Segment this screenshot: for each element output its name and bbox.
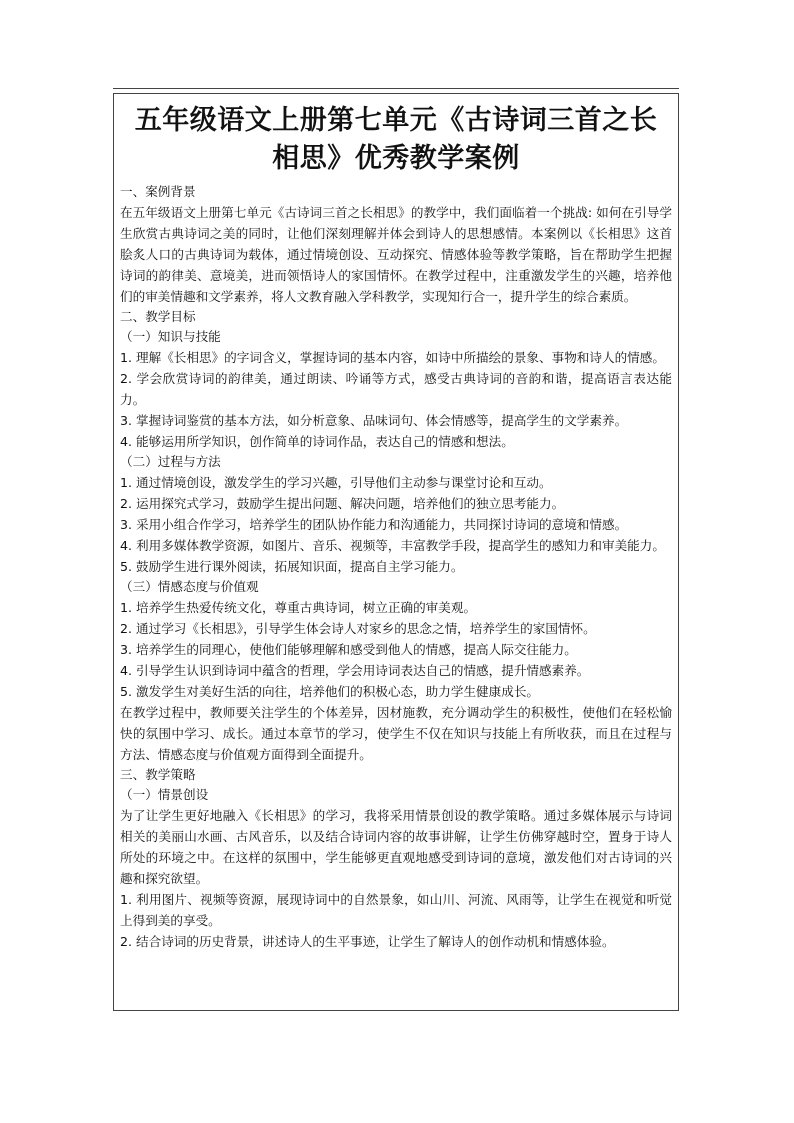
section-heading-objectives: 二、教学目标 [120, 309, 196, 324]
list-item: 4. 引导学生认识到诗词中蕴含的哲理，学会用诗词表达自己的情感，提升情感素养。 [120, 663, 590, 678]
subheading-process-methods: （二）过程与方法 [120, 454, 221, 469]
document-body [114, 94, 678, 952]
subheading-scenario-creation: （一）情景创设 [120, 787, 209, 802]
objectives-summary-paragraph: 在教学过程中，教师要关注学生的个体差异，因材施教，充分调动学生的积极性，使他们在轻松愉快的氛围中学习、成长。通过本章节的学习，使学生不仅在知识与技能上有所收获，而且在过程与方法、情感态度与价值观方面得到全面提升。 [120, 705, 672, 762]
list-item: 3. 培养学生的同理心，使他们能够理解和感受到他人的情感，提高人际交往能力。 [120, 642, 577, 657]
background-paragraph: 在五年级语文上册第七单元《古诗词三首之长相思》的教学中，我们面临着一个挑战: 如何在引导学生欣赏古典诗词之美的同时，让他们深刻理解并体会到诗人的思想感情。本案例以《长相思》这首脍炙人口的古典诗词为载体，通过情境创设、互动探究、情感体验等教学策略，旨在帮助学生把握诗词的韵律美、意境美，进而领悟诗人的家国情怀。在教学过程中，注重激发学生的兴趣，培养他们的审美情趣和文学素养，将人文教育融入学科教学，实现知行合一，提升学生的综合素质。 [120, 205, 672, 304]
list-item: 5. 激发学生对美好生活的向往，培养他们的积极心态，助力学生健康成长。 [120, 684, 540, 699]
list-item: 3. 掌握诗词鉴赏的基本方法，如分析意象、品味词句、体会情感等，提高学生的文学素养。 [120, 413, 628, 428]
list-item: 5. 鼓励学生进行课外阅读，拓展知识面，提高自主学习能力。 [120, 559, 464, 574]
list-item: 4. 利用多媒体教学资源，如图片、音乐、视频等，丰富教学手段，提高学生的感知力和审美能力。 [120, 538, 665, 553]
scenario-paragraph: 为了让学生更好地融入《长相思》的学习，我将采用情景创设的教学策略。通过多媒体展示与诗词相关的美丽山水画、古风音乐，以及结合诗词内容的故事讲解，让学生仿佛穿越时空，置身于诗人所处的环境之中。在这样的氛围中，学生能够更直观地感受到诗词的意境，激发他们对古诗词的兴趣和探究欲望。 [120, 808, 672, 886]
document-frame [113, 93, 679, 1011]
document-title [120, 102, 672, 178]
list-item: 3. 采用小组合作学习，培养学生的团队协作能力和沟通能力，共同探讨诗词的意境和情感。 [120, 517, 628, 532]
title-line-1: 五年级语文上册第七单元《古诗词三首之长 [134, 105, 658, 136]
list-item: 2. 学会欣赏诗词的韵律美，通过朗读、吟诵等方式，感受古典诗词的音韵和谐，提高语言表达能力。 [120, 371, 672, 407]
title-line-2: 相思》优秀教学案例 [272, 143, 520, 174]
section-heading-background: 一、案例背景 [120, 184, 196, 199]
list-item: 1. 通过情境创设，激发学生的学习兴趣，引导他们主动参与课堂讨论和互动。 [120, 475, 552, 490]
list-item: 1. 培养学生热爱传统文化，尊重古典诗词，树立正确的审美观。 [120, 600, 477, 615]
subheading-attitude-values: （三）情感态度与价值观 [120, 579, 259, 594]
subheading-knowledge-skills: （一）知识与技能 [120, 329, 221, 344]
list-item: 1. 理解《长相思》的字词含义，掌握诗词的基本内容，如诗中所描绘的景象、事物和诗人的情感。 [120, 350, 665, 365]
list-item: 2. 通过学习《长相思》，引导学生体会诗人对家乡的思念之情，培养学生的家国情怀。 [120, 621, 596, 636]
list-item: 2. 运用探究式学习，鼓励学生提出问题、解决问题，培养他们的独立思考能力。 [120, 496, 565, 511]
section-heading-strategies: 三、教学策略 [120, 767, 196, 782]
list-item: 4. 能够运用所学知识，创作简单的诗词作品，表达自己的情感和想法。 [120, 434, 514, 449]
list-item: 1. 利用图片、视频等资源，展现诗词中的自然景象，如山川、河流、风雨等，让学生在视觉和听觉上得到美的享受。 [120, 892, 672, 928]
list-item: 2. 结合诗词的历史背景，讲述诗人的生平事迹，让学生了解诗人的创作动机和情感体验。 [120, 934, 615, 949]
